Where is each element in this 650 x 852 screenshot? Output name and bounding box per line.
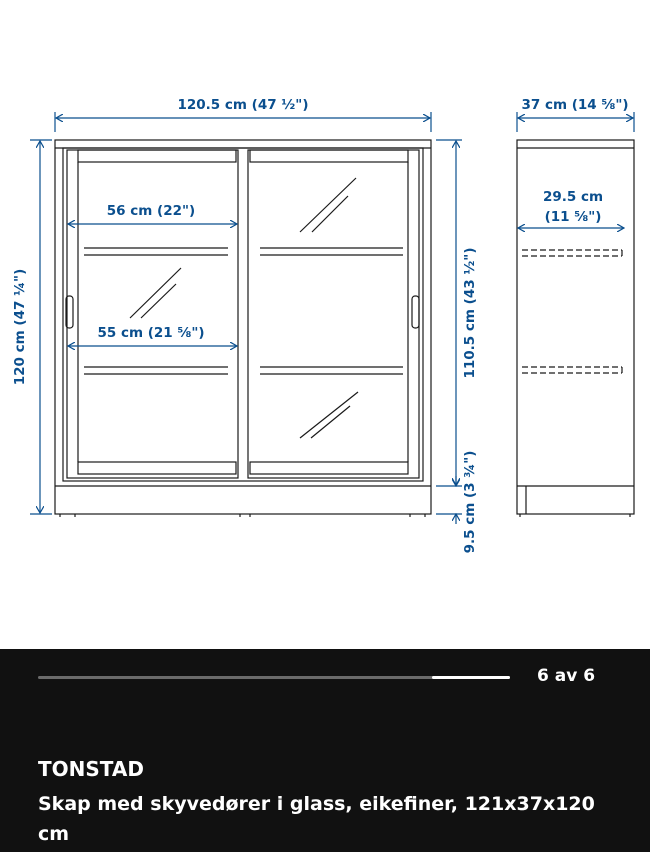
product-description: Skap med skyvedører i glass, eikefiner, 121x37x120 cm (38, 793, 595, 845)
plinth-height-label: 9.5 cm (3 ¾") (462, 450, 478, 554)
upper-shelf-width-label: 56 cm (22") (106, 203, 196, 219)
inner-depth-label-imperial: (11 ⅝") (544, 209, 602, 225)
dimension-labels (12, 97, 629, 553)
depth-label: 37 cm (14 ⅝") (521, 97, 629, 113)
cabinet-height-label: 110.5 cm (43 ½") (462, 247, 478, 379)
lower-shelf-width-label: 55 cm (21 ⅝") (97, 325, 205, 341)
gallery-progress-bar (38, 676, 510, 679)
inner-depth-label: 29.5 cm (542, 189, 604, 205)
gallery-progress-fill (432, 676, 510, 679)
product-name: TONSTAD (38, 757, 144, 781)
width-label: 120.5 cm (47 ½") (177, 97, 309, 113)
image-counter: 6 av 6 (537, 666, 596, 686)
total-height-label: 120 cm (47 ¼") (12, 268, 28, 386)
